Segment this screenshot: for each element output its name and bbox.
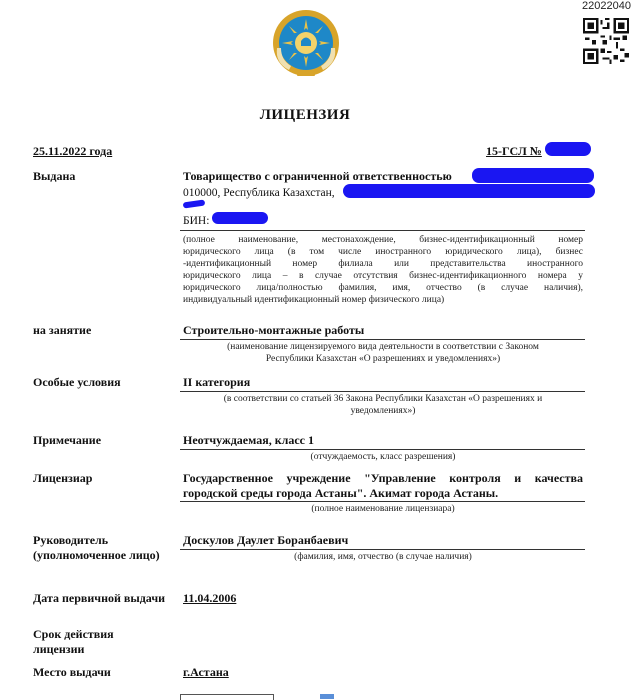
head-label: Руководитель (уполномоченное лицо) [33,533,160,562]
redaction-address [343,184,595,198]
issued-to-note: (полное наименование, местонахождение, бизнес-идентификационный номер юридического лица (в том числе иностранного юридического лица), бизнес -идентификационный номер филиала или представительства иностранного юридического лица – в случае отсутствия бизнес-идентификационного номера у юридического лица/полностью фамилия, имя, отчество (в случае наличия), индивидуальный идентификационный номер физического лица) [183,235,583,305]
licensor-line2: городской среды города Астаны". Акимат города Астаны. [183,486,499,500]
remark-value: Неотчуждаемая, класс 1 [183,433,314,447]
issued-to-underline [180,230,585,231]
license-number: 15-ГСЛ № [486,144,542,158]
head-underline [180,549,585,550]
redaction-license-number [545,142,591,156]
qr-code-icon [583,18,629,64]
activity-value: Строительно-монтажные работы [183,323,365,337]
redaction-bin [212,212,268,224]
activity-label: на занятие [33,323,92,337]
bottom-mark [320,694,334,699]
document-title: ЛИЦЕНЗИЯ [259,107,351,123]
licensor-line1: Государственное учреждение "Управление контроля и качества [183,471,583,485]
head-note: (фамилия, имя, отчество (в случае наличия) [294,552,472,562]
activity-note: (наименование лицензируемого вида деятельности в соответствии с Законом Республики Казахстан «О разрешениях и уведомлениях») [227,342,539,364]
document-number: 22022040 [582,0,631,12]
issued-to-line1: Товарищество с ограниченной ответственностью [183,169,452,183]
conditions-value: II категория [183,375,251,389]
conditions-label: Особые условия [33,375,121,389]
issued-to-line2: 010000, Республика Казахстан, [183,187,335,199]
licensor-underline [180,501,585,502]
licensor-label: Лицензиар [33,471,93,485]
issue-date: 25.11.2022 года [33,144,113,158]
redaction-company-name [472,168,594,183]
validity-label: Срок действия лицензии [33,627,114,656]
licensor-note: (полное наименование лицензиара) [311,504,455,514]
conditions-underline [180,391,585,392]
place-value: г.Астана [183,665,229,679]
first-issue-label: Дата первичной выдачи [33,591,166,605]
issued-to-label: Выдана [33,169,76,183]
activity-underline [180,339,585,340]
place-label: Место выдачи [33,665,111,679]
bin-label: БИН: [183,215,210,227]
first-issue-value: 11.04.2006 [183,591,237,605]
bottom-frame [180,694,274,700]
state-emblem-icon [271,8,341,78]
conditions-note: (в соответствии со статьей 36 Закона Республики Казахстан «О разрешениях и уведомлениях») [223,394,543,416]
remark-note: (отчуждаемость, класс разрешения) [310,452,456,462]
remark-underline [180,449,585,450]
remark-label: Примечание [33,433,102,447]
head-value: Доскулов Даулет Боранбаевич [183,533,349,547]
